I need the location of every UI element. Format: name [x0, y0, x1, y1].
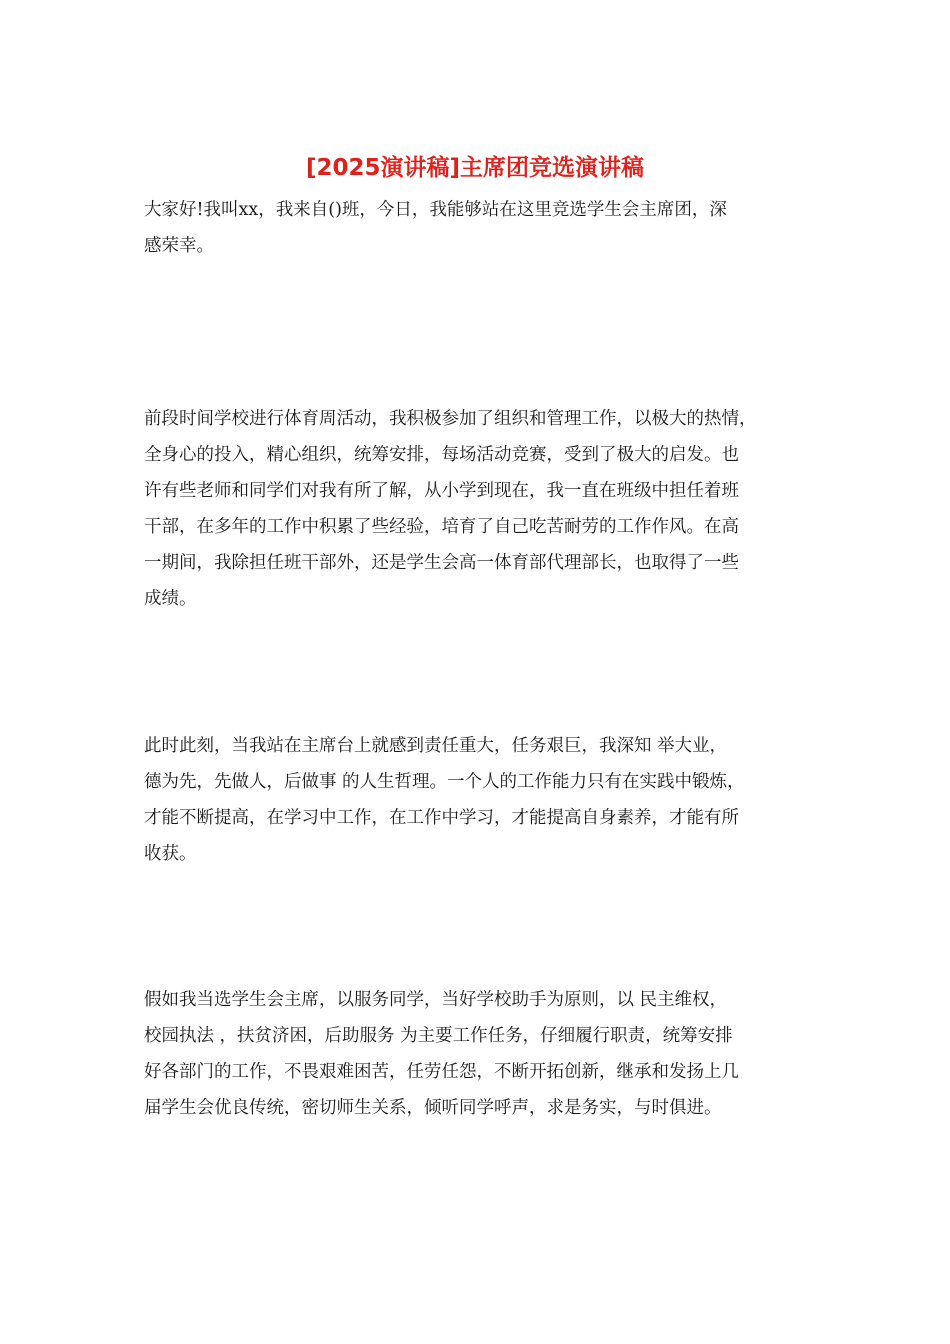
paragraph-responsibility — [144, 728, 834, 872]
paragraph-line: 届学生会优良传统，密切师生关系，倾听同学呼声，求是务实，与时俱进。 — [144, 1098, 722, 1118]
paragraph-line: 好各部门的工作，不畏艰难困苦，任劳任怨，不断开拓创新，继承和发扬上几 — [144, 1062, 739, 1082]
paragraph-line: 德为先，先做人，后做事 的人生哲理。一个人的工作能力只有在实践中锻炼， — [144, 772, 745, 792]
paragraph-line: 才能不断提高，在学习中工作，在工作中学习，才能提高自身素养，才能有所 — [144, 808, 739, 828]
paragraph-line: 许有些老师和同学们对我有所了解，从小学到现在，我一直在班级中担任着班 — [144, 481, 739, 501]
paragraph-commitment — [144, 982, 834, 1126]
document-title: [2025演讲稿]主席团竞选演讲稿 — [305, 155, 645, 181]
paragraph-line: 一期间，我除担任班干部外，还是学生会高一体育部代理部长，也取得了一些 — [144, 553, 739, 573]
paragraph-greeting — [144, 192, 834, 264]
paragraph-line: 假如我当选学生会主席，以服务同学，当好学校助手为原则，以 民主维权， — [144, 990, 728, 1010]
paragraph-line: 成绩。 — [144, 589, 197, 609]
paragraph-line: 收获。 — [144, 844, 197, 864]
paragraph-line: 全身心的投入，精心组织，统筹安排，每场活动竞赛，受到了极大的启发。也 — [144, 445, 739, 465]
paragraph-line: 此时此刻，当我站在主席台上就感到责任重大，任务艰巨，我深知 举大业， — [144, 736, 728, 756]
paragraph-experience — [144, 401, 834, 617]
paragraph-line: 校园执法 ，扶贫济困，后助服务 为主要工作任务，仔细履行职责，统筹安排 — [144, 1026, 733, 1046]
paragraph-line: 感荣幸。 — [144, 236, 214, 256]
paragraph-line: 大家好!我叫xx，我来自()班，今日，我能够站在这里竞选学生会主席团，深 — [144, 200, 727, 220]
paragraph-line: 前段时间学校进行体育周活动，我积极参加了组织和管理工作，以极大的热情， — [144, 409, 757, 429]
paragraph-line: 干部，在多年的工作中积累了些经验，培育了自己吃苦耐劳的工作作风。在高 — [144, 517, 739, 537]
